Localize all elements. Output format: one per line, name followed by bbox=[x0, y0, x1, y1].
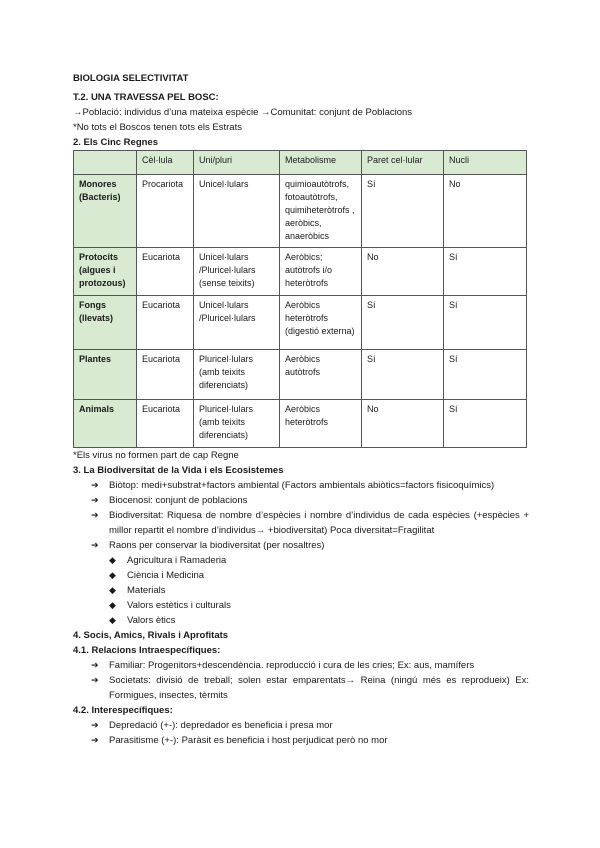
list-item: ➔ Raons per conservar la biodiversitat (per nosaltres) bbox=[91, 538, 529, 553]
document-heading: BIOLOGIA SELECTIVITAT bbox=[73, 73, 189, 84]
kingdom-name: Fongs (llevats) bbox=[74, 296, 137, 350]
table-cell: Eucariota bbox=[137, 248, 194, 296]
list-item: ➔ Societats: divisió de treball; solen estar emparentats→ Reina (ningú més es reprodueix) Ex: Formigues, insectes, tèrmits bbox=[91, 673, 529, 703]
table-row bbox=[74, 248, 527, 296]
section-4-title: 4. Socis, Amics, Rivals i Aprofitats bbox=[73, 630, 229, 641]
table-cell: No bbox=[444, 175, 527, 248]
topic-title: T.2. UNA TRAVESSA PEL BOSC: bbox=[73, 92, 219, 103]
table-cell: Aeròbics heteròtrofs bbox=[280, 400, 362, 448]
kingdoms-table bbox=[73, 150, 527, 448]
list-item: ◆ Ciència i Medicina bbox=[109, 568, 529, 583]
table-cell: quimioautòtrofs, fotoautòtrofs, quimiheteròtrofs , aeròbics, anaeròbics bbox=[280, 175, 362, 248]
table-cell: Eucariota bbox=[137, 400, 194, 448]
reasons-list bbox=[73, 553, 529, 628]
kingdom-name: Protocits (algues i protozous) bbox=[74, 248, 137, 296]
table-cell: Aeròbics; autòtrofs i/o heteròtrofs bbox=[280, 248, 362, 296]
interspecific-list bbox=[73, 718, 529, 748]
intraspecific-list bbox=[73, 658, 529, 703]
table-header-row bbox=[74, 151, 527, 175]
intro-line-1: →Població: individus d’una mateixa espècie →Comunitat: conjunt de Poblacions bbox=[73, 107, 413, 118]
table-header-cell: Cèl·lula bbox=[137, 151, 194, 175]
list-item: ◆ Valors ètics bbox=[109, 613, 529, 628]
table-row bbox=[74, 350, 527, 400]
table-cell: Pluricel·lulars (amb teixits diferenciats) bbox=[194, 350, 280, 400]
table-cell: Sí bbox=[444, 248, 527, 296]
table-cell: Pluricel·lulars (amb teixits diferenciats) bbox=[194, 400, 280, 448]
table-cell: Procariota bbox=[137, 175, 194, 248]
table-cell: Sí bbox=[444, 400, 527, 448]
kingdom-name: Monores (Bacteris) bbox=[74, 175, 137, 248]
biodiversity-list bbox=[73, 478, 529, 553]
table-cell: Sí bbox=[444, 350, 527, 400]
list-item: ➔ Biocenosi: conjunt de poblacions bbox=[91, 493, 529, 508]
table-cell: Eucariota bbox=[137, 296, 194, 350]
table-cell: Sí bbox=[444, 296, 527, 350]
list-item: ➔ Parasitisme (+-): Paràsit es beneficia i host perjudicat però no mor bbox=[91, 733, 529, 748]
section-3-title: 3. La Biodiversitat de la Vida i els Ecosistemes bbox=[73, 465, 284, 476]
table-cell: Eucariota bbox=[137, 350, 194, 400]
document-page bbox=[73, 70, 529, 748]
virus-note: *Els virus no formen part de cap Regne bbox=[73, 450, 239, 461]
section-4-2-title: 4.2. Interespecífiques: bbox=[73, 705, 173, 716]
table-cell: Sí bbox=[362, 350, 444, 400]
table-header-cell bbox=[74, 151, 137, 175]
section-2-title: 2. Els Cinc Regnes bbox=[73, 137, 159, 148]
table-cell: No bbox=[362, 400, 444, 448]
table-header-cell: Paret cel·lular bbox=[362, 151, 444, 175]
table-header-cell: Metabolisme bbox=[280, 151, 362, 175]
list-item: ➔ Biòtop: medi+substrat+factors ambiental (Factors ambientals abiòtics=factors fisicoquímics) bbox=[91, 478, 529, 493]
list-item: ◆ Materials bbox=[109, 583, 529, 598]
table-cell: No bbox=[362, 248, 444, 296]
list-item: ➔ Depredació (+-): depredador es beneficia i presa mor bbox=[91, 718, 529, 733]
intro-line-2: *No tots el Boscos tenen tots els Estrats bbox=[73, 122, 242, 133]
table-cell: Unicel·lulars bbox=[194, 175, 280, 248]
table-row bbox=[74, 175, 527, 248]
table-row bbox=[74, 400, 527, 448]
table-cell: Aeròbics autòtrofs bbox=[280, 350, 362, 400]
kingdom-name: Plantes bbox=[74, 350, 137, 400]
table-cell: Sí bbox=[362, 175, 444, 248]
section-4-1-title: 4.1. Relacions Intraespecífiques: bbox=[73, 645, 221, 656]
table-header-cell: Uni/pluri bbox=[194, 151, 280, 175]
list-item: ◆ Valors estètics i culturals bbox=[109, 598, 529, 613]
table-header-cell: Nucli bbox=[444, 151, 527, 175]
list-item: ◆ Agricultura i Ramaderia bbox=[109, 553, 529, 568]
table-cell: Unicel·lulars /Pluricel·lulars (sense teixits) bbox=[194, 248, 280, 296]
kingdom-name: Animals bbox=[74, 400, 137, 448]
table-cell: Unicel·lulars /Pluricel·lulars bbox=[194, 296, 280, 350]
table-cell: Sí bbox=[362, 296, 444, 350]
list-item: ➔ Biodiversitat: Riquesa de nombre d’espècies i nombre d’individus de cada espècies (+espècies + millor repartit el nombre d’individus→ +biodiversitat) Poca diversitat=Fragilitat bbox=[91, 508, 529, 538]
list-item: ➔ Familiar: Progenitors+descendència. reproducció i cura de les cries; Ex: aus, mamífers bbox=[91, 658, 529, 673]
table-row bbox=[74, 296, 527, 350]
table-cell: Aeròbics heteròtrofs (digestió externa) bbox=[280, 296, 362, 350]
